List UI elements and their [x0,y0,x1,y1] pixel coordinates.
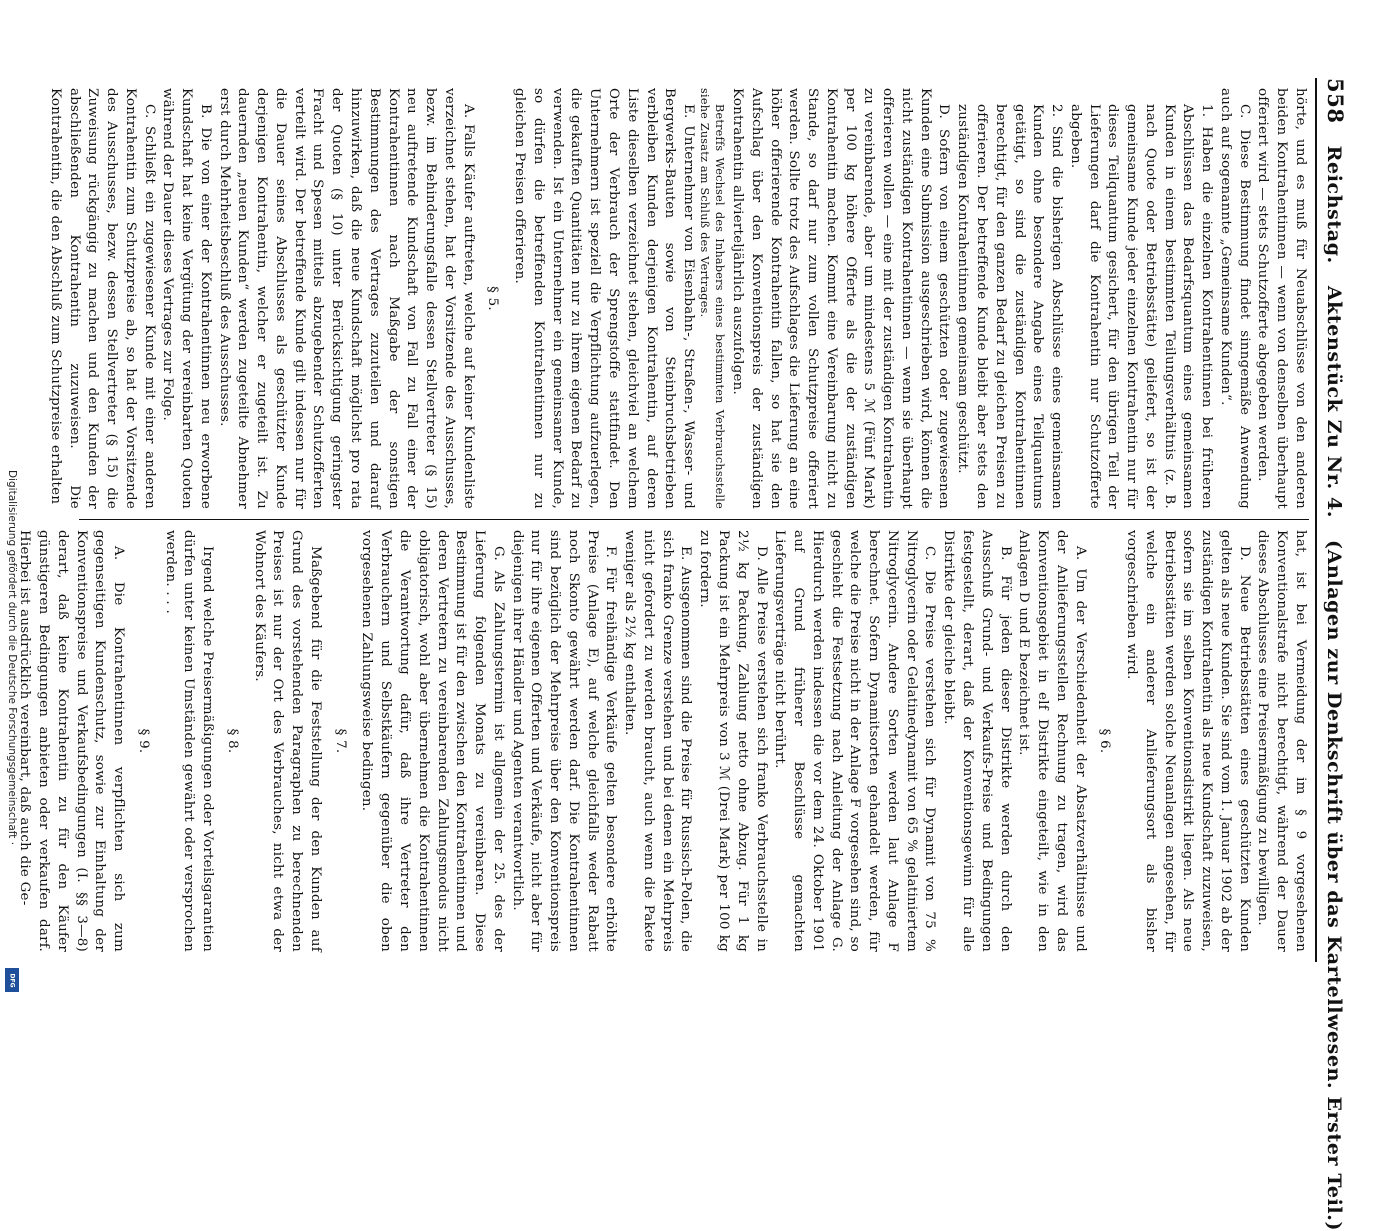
paragraph: C. Schließt ein zugewiesener Kunde mit einer anderen Kontrahentin zum Schutzpreise ab, so hat der Vorsitzende des Ausschusses, bezw. dessen Stellvertreter (§ 15) die Zuweisung rückgängig zu machen und den Kunden der abschließenden Kontrahentin zuzuweisen. Die Kontrahentin, die den Abschluß zum Schutzpreise erhalten [47,88,157,509]
header-subtitle: (Anlagen zur Denkschrift über das Kartellwesen. Erster Teil.) [1323,540,1345,1231]
right-column [17,520,1309,962]
paragraph: E. Unternehmer von Eisenbahn-, Straßen-, Wasser- und Bergwerks-Bauten sowie von Steinbruchsbetrieben verbleiben Kunden derjenigen Kontrahentin, auf deren Liste dieselben verzeichnet stehen, gleichviel an welchem Orte der Verbrauch der Sprengstoffe stattfindet. Den Unternehmern ist speziell die Verpflichtung aufzuerlegen, die gekauften Quantitäten nur zu ihrem eigenen Bedarf zu verwenden. Ist ein Unternehmer ein gemeinsamer Kunde, so dürfen die betreffenden Kontrahentinnen nur zu gleichen Preisen offerieren. [512,88,697,509]
footnote-paragraph: Betreffs Wechsel des Inhabers eines bestimmten Verbrauchsstelle siehe Zusatz am Schluß des Vertrages. [698,88,727,509]
paragraph: G. Als Zahlungstermin ist allgemein der 25. des der Lieferung folgenden Monats zu vereinbaren. Diese Bestimmung ist für den zwischen den Kontrahentinnen und deren Vertretern zu vereinbarenden Zahlungsmodus nicht obligatorisch, wohl aber übernehmen die Kontrahentinnen die Verantwortung dafür, daß ihre Vertreter den Verbrauchern und Selbstkäufern gegenüber die oben vorgesehenen Zahlungsweise bedingen. [359,530,506,952]
page-number: 558 [1323,78,1348,124]
dfg-logo-text: DFG [8,972,16,988]
left-column [47,78,1309,520]
paragraph: Irgend welche Preisermäßigungen oder Vorteilsgarantien dürfen unter keinen Umständen gewährt oder versprochen werden. . . . [162,530,216,952]
numbered-paragraph: 2. Sind die bisherigen Abschlüsse eines gemeinsamen Kunden ohne besondere Angabe eines Teilquantums getätigt, so sind die zuständigen Kontrahentinnen berechtigt, für den ganzen Bedarf zu gleichen Preisen zu offerieren. Der betreffende Kunde bleibt aber stets den zuständigen Kontrahentinnen gemeinsam geschützt. [955,104,1065,509]
document-page [17,70,1350,1231]
paragraph: F. Für freihändige Verkäufe gelten besondere erhöhte Preise (Anlage E), auf welche gleichfalls weder Rabatt noch Skonto gewährt werden darf. Die Kontrahentinnen sind bezüglich der Mehrpreise über den Konventionspreis nur für ihre eigenen Offerten und Verkäufe, nicht aber für diejenigen ihrer Händler und Agenten verantwortlich. [509,530,619,952]
paragraph: A. Die Kontrahentinnen verpflichten sich zum gegenseitigen Kundenschutz, sowie zur Einhaltung der Konventionspreise und Verkaufsbedingungen (I. §§ 3—8) derart, daß keine Kontrahentin zu für den Käufer günstigeren Bedingungen anbieten oder verkaufen darf. Hierbei ist ausdrücklich vereinbart, daß auch die Ge- [17,530,127,952]
paragraph: A. Falls Käufer auftreten, welche auf keiner Kundenliste verzeichnet stehen, hat der Vorsitzende des Ausschusses, bezw. im Behinderungsfalle dessen Stellvertreter (§ 15) neu auftretende Kundschaft von Fall zu Fall einer der Kontrahentinnen nach Maßgabe der sonstigen Bestimmungen des Vertrages zuzuteilen und darauf hinzuwirken, daß die neue Kundschaft möglichst pro rata der Quoten (§ 10) unter Berücksichtigung geringster Fracht und Spesen mittels abzugebender Schutzofferten verteilt wird. Der betreffende Kunde gilt indessen nur für die Dauer seines Abschlusses als geschützter Kunde derjenigen Kontrahentin, welcher er zugeteilt ist. Zu dauernden „neuen Kunden“ werden zugeteilte Abnehmer erst durch Mehrheitsbeschluß des Ausschusses. [216,88,476,509]
numbered-paragraph: 1. Haben die einzelnen Kontrahentinnen bei früheren Abschlüssen das Bedarfsquantum eines gemeinsamen Kunden in einem bestimmten Teilungsverhältnis (z. B. nach Quote oder Betriebsstätte) geliefert, so ist der gemeinsame Kunde jeder einzelnen Kontrahentin nur für dieses Teilquantum gesichert, für den übrigen Teil der Lieferungen darf die Kontrahentin nur Schutzofferte abgeben. [1067,104,1215,509]
paragraph: B. Die von einer der Kontrahentinnen neu erworbene Kundschaft hat keine Vergütung der vereinbarten Quoten während der Dauer dieses Vertrages zur Folge. [160,88,213,509]
paragraph: hörte, und es muß für Neuabschlüsse von den anderen beiden Kontrahentinnen — wenn von denselben überhaupt offeriert wird — stets Schutzofferte abgegeben werden. [1255,88,1308,509]
dfg-logo [5,968,19,992]
credit-text: Digitalisierung gefördert durch die Deutsche Forschungsgemeinschaft · [6,470,18,846]
paragraph: A. Um der Verschiedenheit der Absatzverhältnisse und der Anlieferungsstellen Rechnung zu tragen, wird das Konventionsgebiet in elf Distrikte eingeteilt, wie in den Anlagen D und E bezeichnet ist. [1016,530,1088,952]
section-heading: § 5. [485,286,501,311]
paragraph: E. Ausgenommen sind die Preise für Russisch-Polen, die sich franko Grenze verstehen und bei denen ein Mehrpreis nicht gefordert zu werden braucht, auch wenn die Pakete weniger als 2½ kg enthalten. [622,530,694,952]
paragraph: B. Für jeden dieser Distrikte werden durch den Ausschuß Grund- und Verkaufs-Preise und Bedingungen festgestellt, derart, daß der Konventionsgewinn für alle Distrikte der gleiche bleibt. [941,530,1013,952]
header-section: Reichstag. [1323,145,1345,264]
header-title: Aktenstück Zu Nr. 4. [1323,285,1345,519]
section-heading: § 6. [1097,728,1113,754]
paragraph: C. Diese Bestimmung findet sinngemäße Anwendung auch auf sogenannte „Gemeinsame Kunden“. [1217,88,1252,509]
paragraph: D. Alle Preise verstehen sich franko Verbrauchsstelle in 2½ kg Packung, Zahlung netto ohne Abzug. Für 1 kg Packung ist ein Mehrpreis von 3 ℳ (Drei Mark) per 100 kg zu fordern. [697,530,769,952]
page-header [1315,78,1348,1231]
section-heading: § 8. [224,728,240,754]
paragraph: C. Die Preise verstehen sich für Dynamit von 75 % Nitroglycerin oder Gelatinedynamit von 65 % gelatiniertem Nitroglycerin. Andere Sorten werden laut Anlage F berechnet. Sofern Dynamitsorten gehandelt werden, für welche die Preise nicht in der Anlage F vorgesehen sind, so geschieht die Festsetzung nach Anleitung der Anlage G. Hierdurch werden indessen die vor dem 24. Oktober 1901 auf Grund früherer Beschlüsse gemachten Lieferungsverträge nicht berührt. [772,530,938,952]
text-columns [17,78,1309,962]
paragraph: hat, ist bei Vermeidung der im § 9 vorgesehenen Konventionalstrafe nicht berechtigt, während der Dauer dieses Abschlusses eine Preisermäßigung zu bewilligen. [1255,530,1308,952]
paragraph: D. Sofern von einem geschützten oder zugewiesenen Kunden eine Submission ausgeschrieben wird, können die nicht zuständigen Kontrahentinnen — wenn sie überhaupt offerieren wollen — eine mit der zuständigen Kontrahentin zu vereinbarende, aber um mindestens 5 ℳ (Fünf Mark) per 100 kg höhere Offerte als die der zuständigen Kontrahentin machen. Kommt eine Vereinbarung nicht zu Stande, so darf nur zum vollen Schutzpreise offeriert werden. Sollte trotz des Aufschlages die Lieferung an eine höher offerierende Kontrahentin fallen, so hat sie den Aufschlag über den Konventionspreis der zuständigen Kontrahentin allvierteljährlich auszufolgen. [730,88,952,509]
section-heading: § 7. [332,728,348,754]
paragraph: D. Neue Betriebsstätten eines geschützten Kunden gelten als neue Kunden. Sie sind vom 1. Januar 1902 ab der zuständigen Kontrahentin als neue Kundschaft zuzuweisen, sofern sie im selben Konventionsdistrikt liegen. Als neue Betriebsstätten werden solche Neuanlagen angesehen, für welche ein anderer Anlieferungsort als bisher vorgeschrieben wird. [1124,530,1252,952]
paragraph: Maßgebend für die Feststellung der den Kunden auf Grund des vorstehenden Paragraphen zu berechnenden Preises ist nur der Ort des Verbrauches, nicht etwa der Wohnort des Käufers. [251,530,323,952]
section-heading: § 9. [135,728,151,754]
digitization-credit [6,470,20,990]
